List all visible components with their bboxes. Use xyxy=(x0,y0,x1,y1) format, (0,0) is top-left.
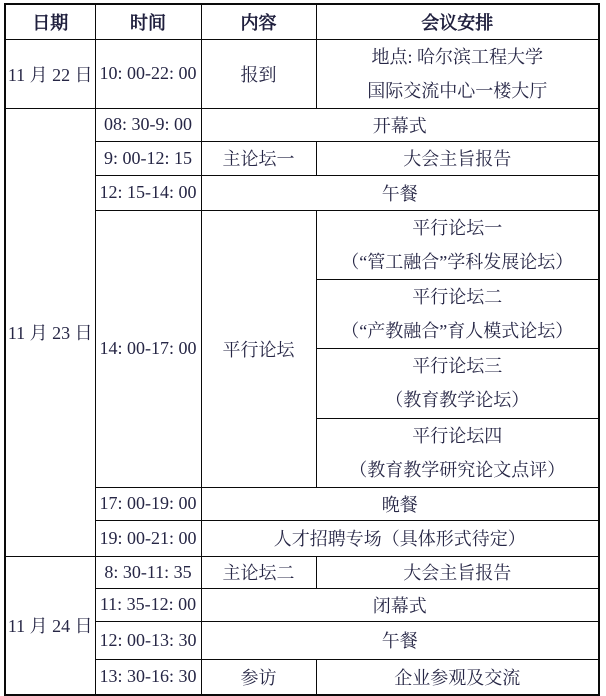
event-cell-lunch-day3: 午餐 xyxy=(201,621,599,659)
time-cell-closing: 11: 35-12: 00 xyxy=(95,588,201,621)
time-cell-main-forum-2: 8: 30-11: 35 xyxy=(95,556,201,588)
event-cell-dinner: 晚餐 xyxy=(201,487,599,520)
conference-schedule-table xyxy=(4,3,600,696)
row-opening-ceremony xyxy=(5,108,599,141)
content-cell-visit: 参访 xyxy=(201,659,316,695)
row-recruitment xyxy=(5,520,599,556)
parallel-forum-3-subtitle: （教育教学论坛） xyxy=(385,390,530,410)
time-cell-visit: 13: 30-16: 30 xyxy=(95,659,201,695)
date-cell-nov24: 11 月 24 日 xyxy=(5,556,95,695)
parallel-forum-4-title: 平行论坛四 xyxy=(412,425,503,446)
parallel-forum-2-title: 平行论坛二 xyxy=(412,286,503,307)
date-cell-nov22: 11 月 22 日 xyxy=(5,39,95,108)
arrangement-cell-parallel-forum-2 xyxy=(316,279,599,348)
arrangement-cell-parallel-forum-4 xyxy=(316,418,599,487)
row-dinner xyxy=(5,487,599,520)
row-closing-ceremony xyxy=(5,588,599,621)
time-cell-main-forum-1: 9: 00-12: 15 xyxy=(95,141,201,175)
row-main-forum-1 xyxy=(5,141,599,175)
header-content: 内容 xyxy=(201,4,316,39)
event-cell-opening: 开幕式 xyxy=(201,108,599,141)
content-cell-checkin: 报到 xyxy=(201,39,316,108)
row-lunch-day3 xyxy=(5,621,599,659)
event-cell-closing: 闭幕式 xyxy=(201,588,599,621)
time-cell-recruitment: 19: 00-21: 00 xyxy=(95,520,201,556)
arrangement-cell-parallel-forum-3 xyxy=(316,348,599,418)
content-cell-main-forum-1: 主论坛一 xyxy=(201,141,316,175)
header-date: 日期 xyxy=(5,4,95,39)
arrangement-cell-checkin-venue xyxy=(316,39,599,108)
venue-line-1: 地点: 哈尔滨工程大学 xyxy=(371,46,543,67)
parallel-forum-2-subtitle: （“产教融合”育人模式论坛） xyxy=(341,320,574,341)
row-main-forum-2 xyxy=(5,556,599,588)
content-cell-main-forum-2: 主论坛二 xyxy=(201,556,316,588)
row-parallel-forum-1 xyxy=(5,210,599,279)
parallel-forum-3-title: 平行论坛三 xyxy=(412,356,503,376)
time-cell-checkin: 10: 00-22: 00 xyxy=(95,39,201,108)
event-cell-recruitment: 人才招聘专场（具体形式待定） xyxy=(201,520,599,556)
time-cell-dinner: 17: 00-19: 00 xyxy=(95,487,201,520)
arrangement-cell-main-forum-1: 大会主旨报告 xyxy=(316,141,599,175)
parallel-forum-4-subtitle: （教育教学研究论文点评） xyxy=(349,459,566,480)
date-cell-nov23: 11 月 23 日 xyxy=(5,108,95,556)
time-cell-lunch-day2: 12: 15-14: 00 xyxy=(95,175,201,210)
event-cell-lunch-day2: 午餐 xyxy=(201,175,599,210)
header-row xyxy=(5,4,599,39)
content-cell-parallel-forums: 平行论坛 xyxy=(201,210,316,487)
time-cell-parallel-forums: 14: 00-17: 00 xyxy=(95,210,201,487)
header-time: 时间 xyxy=(95,4,201,39)
venue-line-2: 国际交流中心一楼大厅 xyxy=(367,80,548,101)
time-cell-lunch-day3: 12: 00-13: 30 xyxy=(95,621,201,659)
parallel-forum-1-subtitle: （“管工融合”学科发展论坛） xyxy=(341,251,574,272)
parallel-forum-1-title: 平行论坛一 xyxy=(412,217,503,238)
header-arrangement: 会议安排 xyxy=(316,4,599,39)
arrangement-cell-main-forum-2: 大会主旨报告 xyxy=(316,556,599,588)
time-cell-opening: 08: 30-9: 00 xyxy=(95,108,201,141)
row-checkin xyxy=(5,39,599,108)
arrangement-cell-visit: 企业参观及交流 xyxy=(316,659,599,695)
row-lunch-day2 xyxy=(5,175,599,210)
arrangement-cell-parallel-forum-1 xyxy=(316,210,599,279)
